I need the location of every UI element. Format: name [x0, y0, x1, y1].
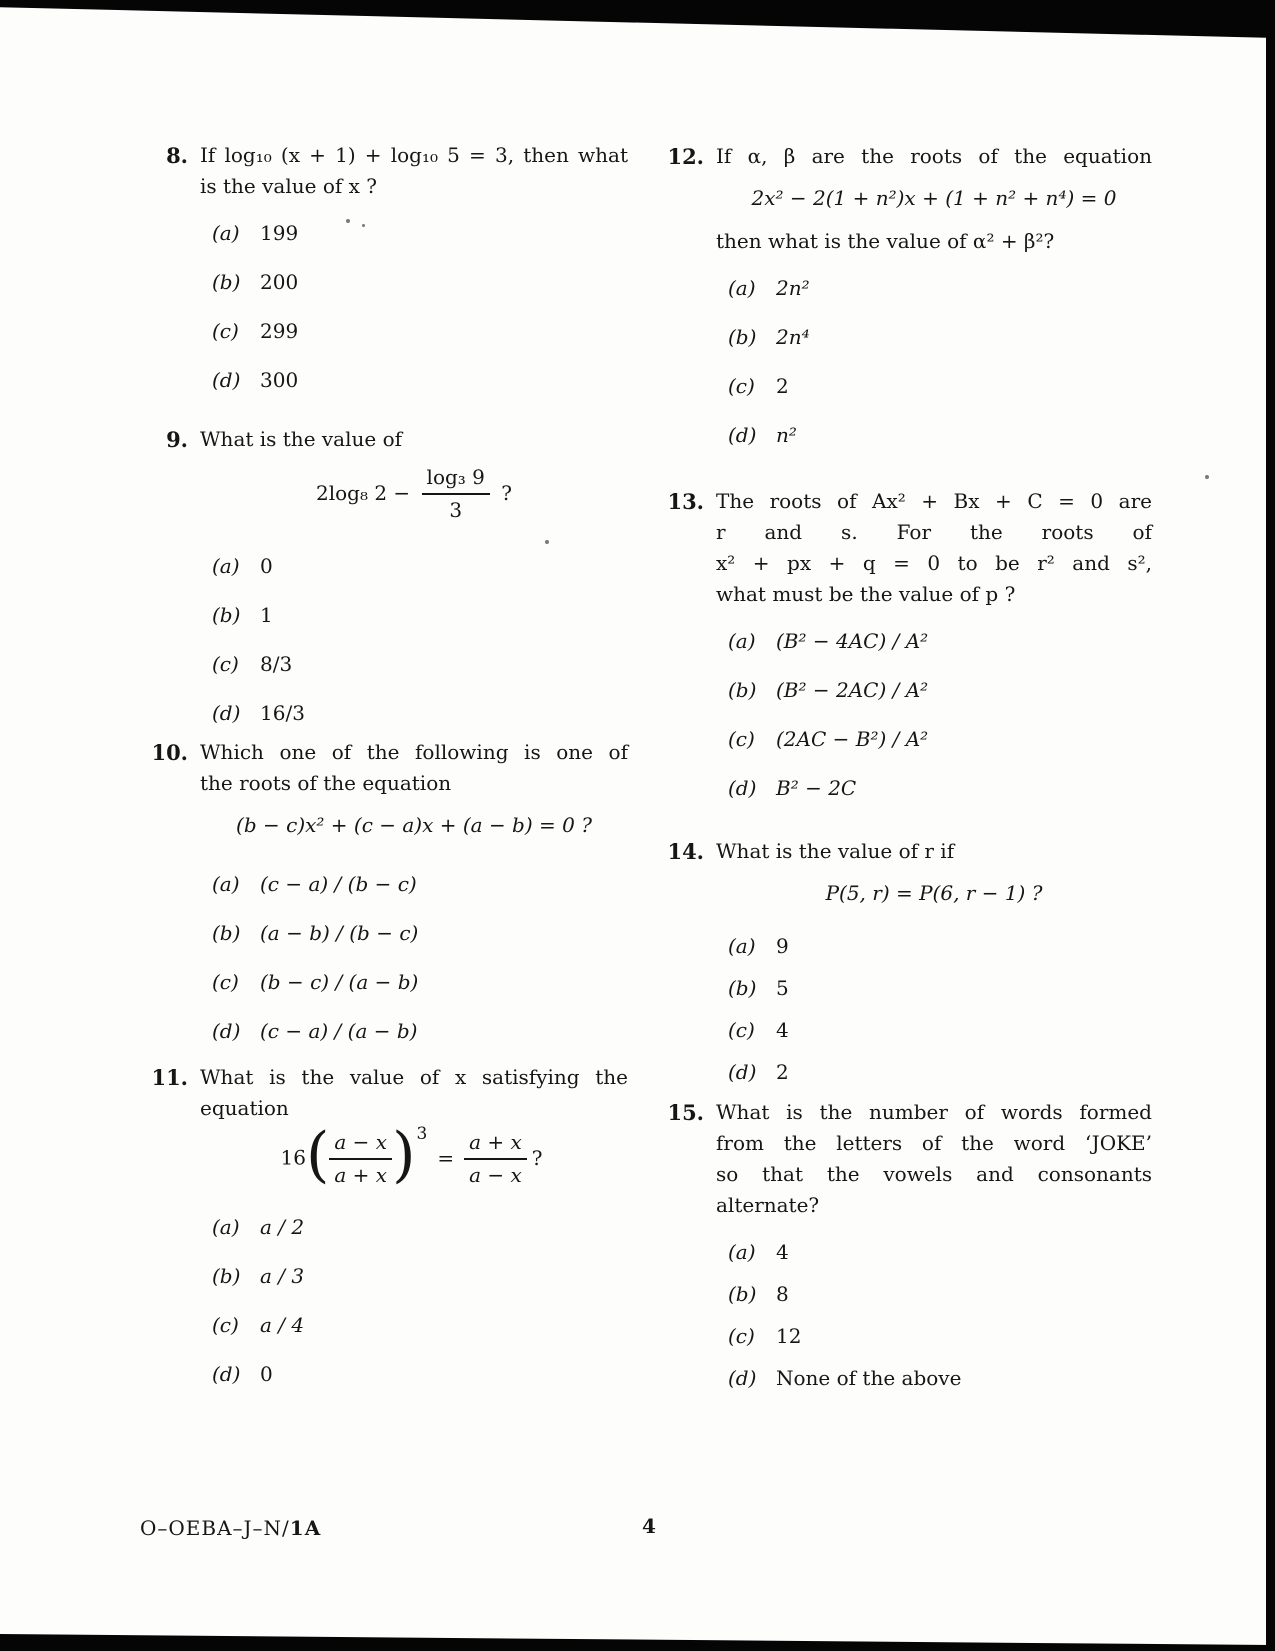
option-row — [200, 918, 628, 949]
option-label: (c) — [212, 1313, 239, 1337]
option-text: 199 — [260, 221, 299, 245]
option-text: a / 2 — [260, 1215, 305, 1239]
option-text: (B² − 4AC) / A² — [776, 629, 929, 653]
option-row — [716, 973, 1152, 1004]
formula-suffix: ? — [501, 480, 512, 505]
option-label: (d) — [212, 1019, 241, 1043]
option-label: (c) — [728, 1324, 755, 1348]
formula-coefficient: 16 — [280, 1145, 306, 1170]
scan-artifact-right-bar — [1266, 0, 1275, 1651]
option-label: (b) — [212, 270, 241, 294]
question-11 — [150, 1062, 628, 1408]
question-text-line: the roots of the equation — [200, 771, 452, 795]
fraction-denominator: 3 — [449, 498, 463, 522]
options-list — [200, 1196, 628, 1390]
question-14 — [660, 836, 1152, 1099]
option-text: n² — [776, 423, 797, 447]
option-label: (b) — [212, 603, 241, 627]
question-formula: 2x² − 2(1 + n²)x + (1 + n² + n⁴) = 0 — [751, 186, 1117, 210]
question-text-line: r and s. For the roots of — [716, 520, 1152, 544]
question-9 — [150, 424, 628, 747]
option-label: (c) — [212, 319, 239, 343]
question-text-line: What is the value of r if — [716, 839, 955, 863]
question-text-line: so that the vowels and consonants — [716, 1162, 1152, 1186]
option-row — [200, 600, 628, 631]
option-label: (c) — [212, 970, 239, 994]
option-text: (2AC − B²) / A² — [776, 727, 929, 751]
option-text: 2 — [776, 374, 789, 398]
option-text: 4 — [776, 1240, 789, 1264]
option-text: 12 — [776, 1324, 802, 1348]
option-label: (a) — [728, 629, 756, 653]
option-label: (d) — [728, 776, 757, 800]
option-label: (d) — [212, 701, 241, 725]
option-text: 0 — [260, 1362, 273, 1386]
option-text: 16/3 — [260, 701, 305, 725]
option-row — [200, 267, 628, 298]
equals-sign: = — [437, 1145, 455, 1170]
scan-speck — [1205, 475, 1209, 479]
option-row — [716, 322, 1152, 353]
option-row — [716, 1057, 1152, 1088]
footer-booklet-code — [140, 1516, 321, 1540]
fraction — [422, 463, 490, 525]
question-text-line: What is the value of x satisfying the — [200, 1065, 628, 1089]
question-text-line: If α, β are the roots of the equation — [716, 144, 1152, 168]
booklet-code-series: 1A — [289, 1516, 322, 1540]
option-label: (c) — [728, 1018, 755, 1042]
question-number: 15. — [667, 1100, 704, 1125]
question-text-line: then what is the value of α² + β²? — [716, 229, 1055, 253]
option-row — [716, 1237, 1152, 1268]
option-row — [716, 371, 1152, 402]
option-label: (b) — [728, 1282, 757, 1306]
question-text-line: what must be the value of p ? — [716, 582, 1016, 606]
question-number: 10. — [151, 740, 188, 765]
option-row — [716, 724, 1152, 755]
fraction-numerator: a − x — [329, 1128, 392, 1160]
options-list — [716, 257, 1152, 451]
option-label: (a) — [212, 221, 240, 245]
question-text-line: is the value of x ? — [200, 174, 377, 198]
question-text-line: Which one of the following is one of — [200, 740, 628, 764]
option-label: (b) — [728, 325, 757, 349]
option-label: (d) — [212, 1362, 241, 1386]
option-label: (d) — [728, 1366, 757, 1390]
question-number: 8. — [166, 143, 188, 168]
option-text: 4 — [776, 1018, 789, 1042]
option-label: (c) — [212, 652, 239, 676]
option-label: (d) — [728, 1060, 757, 1084]
option-text: a / 4 — [260, 1313, 305, 1337]
option-row — [200, 649, 628, 680]
option-text: 9 — [776, 934, 789, 958]
options-list — [200, 535, 628, 729]
option-label: (b) — [212, 1264, 241, 1288]
options-list — [200, 853, 628, 1047]
option-label: (b) — [728, 678, 757, 702]
option-text: 0 — [260, 554, 273, 578]
option-row — [716, 931, 1152, 962]
option-text: None of the above — [776, 1366, 962, 1390]
option-row — [200, 365, 628, 396]
question-text-line: What is the value of — [200, 427, 403, 451]
question-15 — [660, 1097, 1152, 1405]
booklet-code-text: O–OEBA–J–N/ — [140, 1516, 290, 1540]
fraction-denominator: a + x — [334, 1163, 388, 1187]
fraction — [329, 1128, 392, 1190]
options-list — [716, 1221, 1152, 1394]
option-row — [200, 1261, 628, 1292]
option-text: B² − 2C — [776, 776, 857, 800]
option-row — [716, 420, 1152, 451]
option-row — [200, 1359, 628, 1390]
option-text: 200 — [260, 270, 299, 294]
option-label: (b) — [212, 921, 241, 945]
option-row — [200, 967, 628, 998]
option-label: (b) — [728, 976, 757, 1000]
option-text: (b − c) / (a − b) — [260, 970, 419, 994]
formula-prefix: 2log₈ 2 − — [316, 480, 411, 505]
option-label: (d) — [728, 423, 757, 447]
option-label: (a) — [212, 872, 240, 896]
option-text: 2n⁴ — [776, 325, 810, 349]
option-text: a / 3 — [260, 1264, 305, 1288]
question-number: 14. — [667, 839, 704, 864]
question-13 — [660, 486, 1152, 822]
option-row — [716, 626, 1152, 657]
question-text-line: x² + px + q = 0 to be r² and s², — [716, 551, 1152, 575]
option-text: 300 — [260, 368, 299, 392]
options-list — [200, 202, 628, 396]
option-label: (a) — [728, 1240, 756, 1264]
option-label: (d) — [212, 368, 241, 392]
formula-suffix: ? — [531, 1145, 543, 1170]
fraction-denominator: a − x — [469, 1163, 522, 1187]
option-row — [716, 773, 1152, 804]
question-formula — [200, 463, 628, 525]
option-text: (c − a) / (b − c) — [260, 872, 417, 896]
exponent: 3 — [416, 1123, 428, 1144]
question-number: 12. — [667, 144, 704, 169]
fraction-numerator: a + x — [464, 1128, 527, 1160]
option-row — [200, 218, 628, 249]
option-label: (c) — [728, 374, 755, 398]
option-row — [200, 551, 628, 582]
question-text-line: The roots of Ax² + Bx + C = 0 are — [716, 489, 1152, 513]
option-row — [716, 675, 1152, 706]
option-row — [200, 316, 628, 347]
question-text-line: What is the number of words formed — [716, 1100, 1152, 1124]
option-text: 1 — [260, 603, 273, 627]
question-text-line: If log₁₀ (x + 1) + log₁₀ 5 = 3, then what — [200, 143, 628, 167]
options-list — [716, 610, 1152, 804]
question-text-line: equation — [200, 1096, 289, 1120]
question-formula — [200, 1120, 628, 1190]
option-row — [200, 1212, 628, 1243]
option-text: 299 — [260, 319, 299, 343]
option-row — [200, 698, 628, 729]
option-row — [716, 1321, 1152, 1352]
option-row — [716, 1279, 1152, 1310]
question-8 — [150, 140, 628, 414]
question-text-line: from the letters of the word ‘JOKE’ — [716, 1131, 1152, 1155]
option-text: 2 — [776, 1060, 789, 1084]
option-text: 5 — [776, 976, 789, 1000]
right-parenthesis: ) — [392, 1120, 416, 1190]
question-number: 11. — [151, 1065, 188, 1090]
question-number: 9. — [166, 427, 188, 452]
question-10 — [150, 737, 628, 1065]
left-column — [150, 0, 628, 1651]
option-label: (a) — [728, 276, 756, 300]
option-text: 2n² — [776, 276, 810, 300]
option-text: (a − b) / (b − c) — [260, 921, 419, 945]
options-list — [716, 915, 1152, 1088]
question-formula: (b − c)x² + (c − a)x + (a − b) = 0 ? — [236, 813, 592, 837]
option-text: (B² − 2AC) / A² — [776, 678, 929, 702]
option-text: (c − a) / (a − b) — [260, 1019, 418, 1043]
option-row — [716, 273, 1152, 304]
left-parenthesis: ( — [305, 1120, 330, 1190]
question-number: 13. — [667, 489, 704, 514]
option-row — [200, 1310, 628, 1341]
option-row — [716, 1015, 1152, 1046]
question-formula: P(5, r) = P(6, r − 1) ? — [825, 881, 1043, 905]
option-label: (a) — [212, 1215, 240, 1239]
page-number: 4 — [642, 1514, 656, 1538]
fraction-numerator: log₃ 9 — [422, 463, 490, 495]
option-label: (a) — [212, 554, 240, 578]
option-row — [200, 869, 628, 900]
option-row — [716, 1363, 1152, 1394]
option-label: (c) — [728, 727, 755, 751]
option-row — [200, 1016, 628, 1047]
question-12 — [660, 141, 1152, 469]
option-text: 8 — [776, 1282, 789, 1306]
right-column — [660, 0, 1152, 1651]
option-label: (a) — [728, 934, 756, 958]
option-text: 8/3 — [260, 652, 293, 676]
fraction — [464, 1128, 527, 1190]
question-text-line: alternate? — [716, 1193, 820, 1217]
